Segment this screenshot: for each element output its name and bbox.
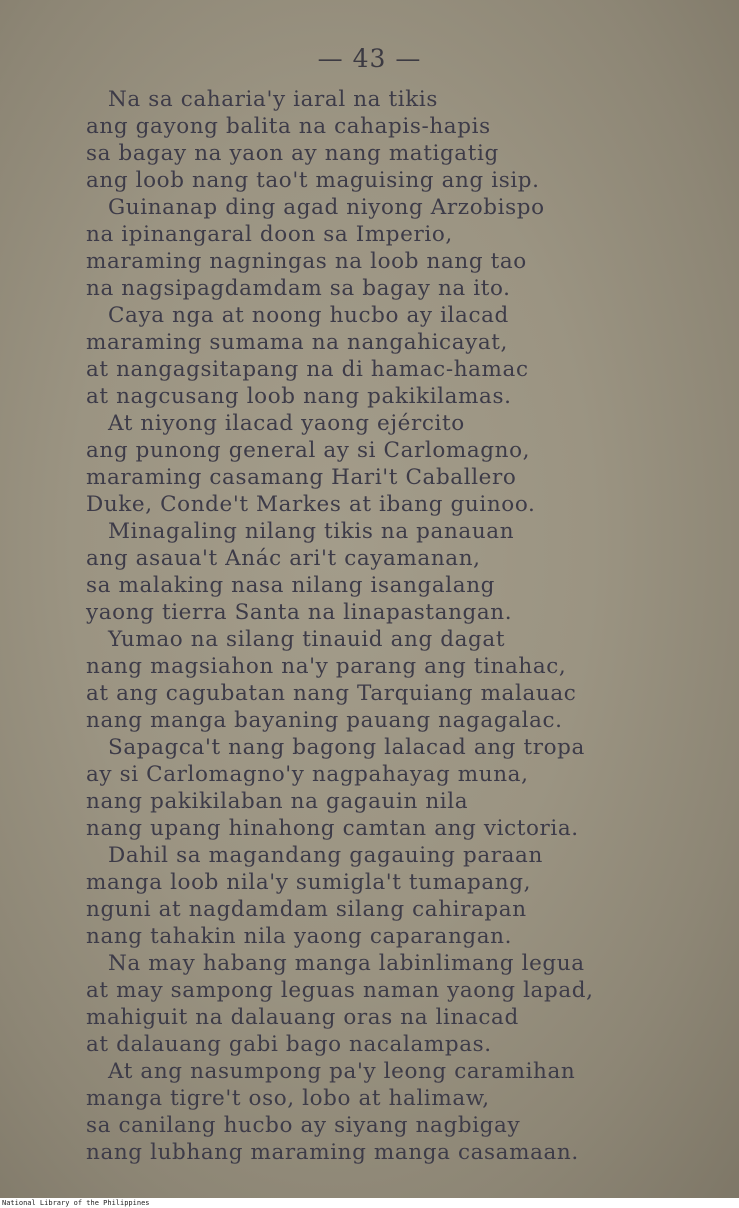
stanza [86, 950, 726, 1058]
poem-line: Yumao na silang tinauid ang dagat [108, 627, 506, 652]
poem-line: nang pakikilaban na gagauin nila [86, 789, 469, 814]
poem-line: manga tigre't oso, lobo at halimaw, [86, 1086, 490, 1111]
stanza [86, 626, 726, 734]
poem-line: manga loob nila'y sumigla't tumapang, [86, 870, 532, 895]
poem-line: Sapagca't nang bagong lalacad ang tropa [108, 735, 585, 760]
poem-line: sa canilang hucbo ay siyang nagbigay [86, 1113, 521, 1138]
poem-line: nang lubhang maraming manga casamaan. [86, 1140, 579, 1165]
stanza [86, 194, 726, 302]
stanza [86, 842, 726, 950]
poem-line: Minagaling nilang tikis na panauan [108, 519, 515, 544]
poem-line: sa bagay na yaon ay nang matigatig [86, 141, 499, 166]
poem-line: ang loob nang tao't maguising ang isip. [86, 168, 540, 193]
poem-line: maraming nagningas na loob nang tao [86, 249, 527, 274]
stanza [86, 518, 726, 626]
poem-line: mahiguit na dalauang oras na linacad [86, 1005, 519, 1030]
poem-line: at nagcusang loob nang pakikilamas. [86, 384, 512, 409]
poem-line: nang tahakin nila yaong caparangan. [86, 924, 513, 949]
poem-line: at dalauang gabi bago nacalampas. [86, 1032, 492, 1057]
poem-line: Dahil sa magandang gagauing paraan [108, 843, 543, 868]
poem-line: at nangagsitapang na di hamac-hamac [86, 357, 529, 382]
poem-line: at ang cagubatan nang Tarquiang malauac [86, 681, 577, 706]
poem-line: maraming sumama na nangahicayat, [86, 330, 508, 355]
poem-line: Guinanap ding agad niyong Arzobispo [108, 195, 545, 220]
poem-line: at may sampong leguas naman yaong lapad, [86, 978, 594, 1003]
stanza [86, 86, 726, 194]
poem-line: na ipinangaral doon sa Imperio, [86, 222, 453, 247]
poem-line: maraming casamang Hari't Caballero [86, 465, 517, 490]
poem-line: yaong tierra Santa na linapastangan. [86, 600, 513, 625]
poem-line: Duke, Conde't Markes at ibang guinoo. [86, 492, 536, 517]
poem-line: ang punong general ay si Carlomagno, [86, 438, 531, 463]
poem-line: ang gayong balita na cahapis-hapis [86, 114, 491, 139]
stanza [86, 410, 726, 518]
poem-line: Caya nga at noong hucbo ay ilacad [108, 303, 509, 328]
poem-line: Na may habang manga labinlimang legua [108, 951, 585, 976]
poem-line: nang upang hinahong camtan ang victoria. [86, 816, 579, 841]
stanza [86, 1058, 726, 1166]
poem-line: nang manga bayaning pauang nagagalac. [86, 708, 563, 733]
stanza [86, 734, 726, 842]
footer-bar [0, 1198, 739, 1208]
poem-line: At niyong ilacad yaong ejército [108, 411, 465, 436]
library-credit: National Library of the Philippines [2, 1199, 150, 1207]
poem-text [86, 86, 726, 1166]
poem-line: Na sa caharia'y iaral na tikis [108, 87, 438, 112]
stanza [86, 302, 726, 410]
poem-line: nguni at nagdamdam silang cahirapan [86, 897, 527, 922]
poem-line: na nagsipagdamdam sa bagay na ito. [86, 276, 511, 301]
page-number: — 43 — [317, 44, 422, 73]
poem-line: nang magsiahon na'y parang ang tinahac, [86, 654, 567, 679]
poem-line: ang asaua't Anác ari't cayamanan, [86, 546, 481, 571]
poem-line: At ang nasumpong pa'y leong caramihan [108, 1059, 576, 1084]
poem-line: sa malaking nasa nilang isangalang [86, 573, 496, 598]
poem-line: ay si Carlomagno'y nagpahayag muna, [86, 762, 529, 787]
